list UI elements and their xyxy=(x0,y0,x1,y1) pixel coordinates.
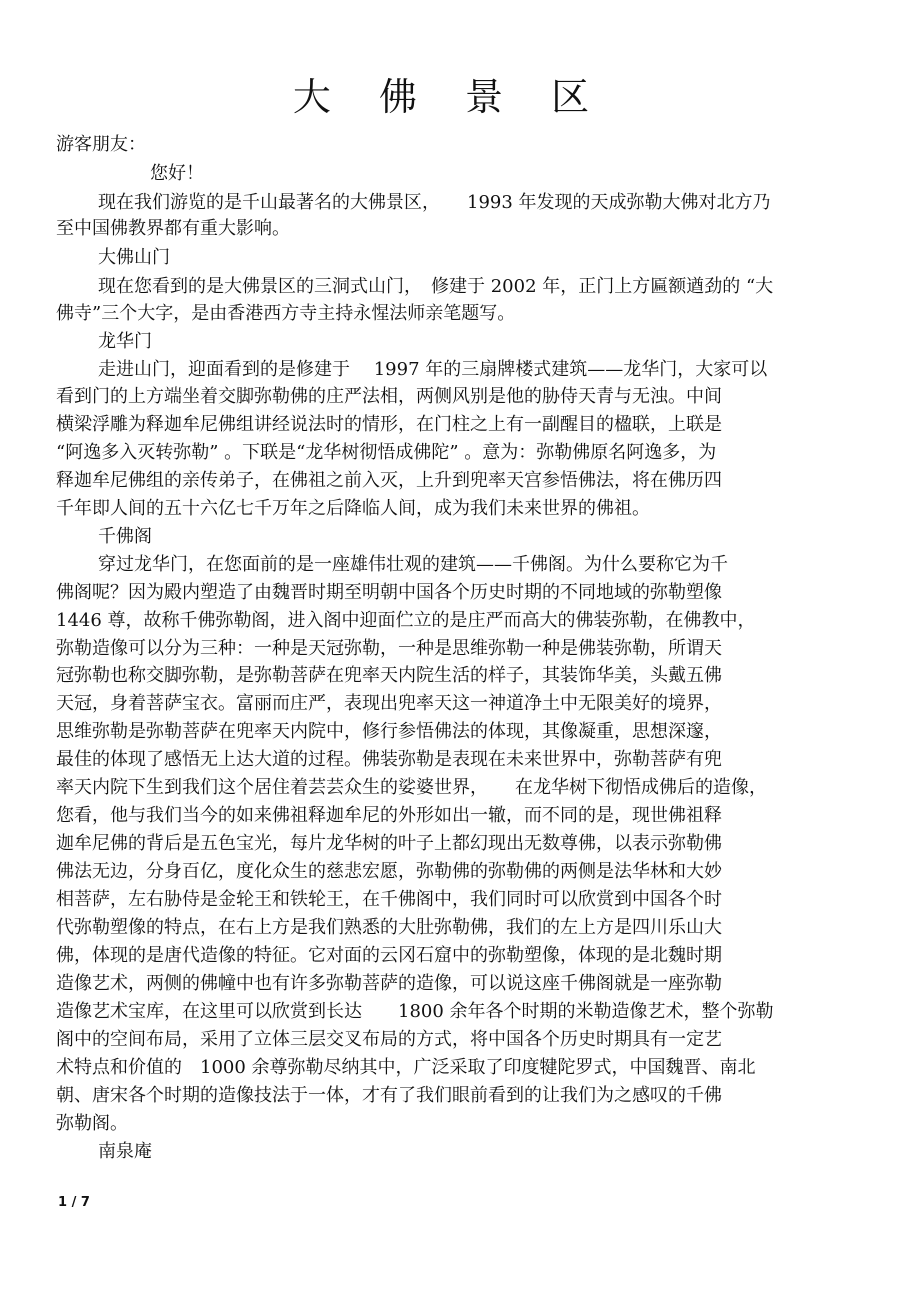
text-line: 阁中的空间布局，采用了立体三层交叉布局的方式，将中国各个历史时期具有一定艺 xyxy=(56,1029,722,1050)
text-line: 朝、唐宋各个时期的造像技法于一体，才有了我们眼前看到的让我们为之感叹的千佛 xyxy=(56,1085,722,1106)
text-line: 天冠，身着菩萨宝衣。富丽而庄严，表现出兜率天这一神道净土中无限美好的境界， xyxy=(56,693,722,714)
text-line: 佛，体现的是唐代造像的特征。它对面的云冈石窟中的弥勒塑像，体现的是北魏时期 xyxy=(56,945,722,966)
text-line: 代弥勒塑像的特点，在右上方是我们熟悉的大肚弥勒佛，我们的左上方是四川乐山大 xyxy=(56,917,722,938)
text-line: 佛阁呢？因为殿内塑造了由魏晋时期至明朝中国各个历史时期的不同地域的弥勒塑像 xyxy=(56,582,722,603)
text-line: 现在您看到的是大佛景区的三洞式山门， 修建于 2002 年，正门上方匾额遒劲的 “大 xyxy=(98,276,774,297)
text-line: 造像艺术，两侧的佛幢中也有许多弥勒菩萨的造像，可以说这座千佛阁就是一座弥勒 xyxy=(56,973,722,994)
text-line: 相菩萨，左右胁侍是金轮王和铁轮王，在千佛阁中，我们同时可以欣赏到中国各个时 xyxy=(56,889,722,910)
text-line: 走进山门，迎面看到的是修建于 1997 年的三扇牌楼式建筑——龙华门，大家可以 xyxy=(98,359,768,380)
document-title: 大 佛 景 区 xyxy=(292,75,608,119)
text-line: 弥勒阁。 xyxy=(56,1113,128,1134)
text-line: 1446 尊，故称千佛弥勒阁，进入阁中迎面伫立的是庄严而高大的佛装弥勒，在佛教中， xyxy=(56,610,756,631)
page-number: 1 / 7 xyxy=(58,1195,90,1210)
text-line: 造像艺术宝库，在这里可以欣赏到长达 1800 余年各个时期的米勒造像艺术，整个弥勒 xyxy=(56,1001,774,1022)
text-line: 释迦牟尼佛组的亲传弟子，在佛祖之前入灭，上升到兜率天宫参悟佛法，将在佛历四 xyxy=(56,470,722,491)
text-line: 弥勒造像可以分为三种：一种是天冠弥勒，一种是思维弥勒一种是佛装弥勒，所谓天 xyxy=(56,638,722,659)
section-heading: 大佛山门 xyxy=(98,247,170,268)
text-line: 佛寺”三个大字，是由香港西方寺主持永惺法师亲笔题写。 xyxy=(56,303,516,324)
text-line: 率天内院下生到我们这个居住着芸芸众生的娑婆世界， 在龙华树下彻悟成佛后的造像， xyxy=(56,777,767,798)
text-line: 千年即人间的五十六亿七千万年之后降临人间，成为我们未来世界的佛祖。 xyxy=(56,498,650,519)
text-line: 游客朋友： xyxy=(56,134,146,155)
text-line: 术特点和价值的 1000 余尊弥勒尽纳其中，广泛采取了印度犍陀罗式，中国魏晋、南北 xyxy=(56,1057,756,1078)
text-line: 冠弥勒也称交脚弥勒，是弥勒菩萨在兜率天内院生活的样子，其装饰华美，头戴五佛 xyxy=(56,665,722,686)
text-line: “阿逸多入灭转弥勒” 。下联是“龙华树彻悟成佛陀” 。意为：弥勒佛原名阿逸多，为 xyxy=(56,442,717,463)
text-line: 最佳的体现了感悟无上达大道的过程。佛装弥勒是表现在未来世界中，弥勒菩萨有兜 xyxy=(56,749,722,770)
text-line: 您好！ xyxy=(150,163,204,184)
text-line: 现在我们游览的是千山最著名的大佛景区， 1993 年发现的天成弥勒大佛对北方乃 xyxy=(98,192,771,213)
text-line: 穿过龙华门，在您面前的是一座雄伟壮观的建筑——千佛阁。为什么要称它为千 xyxy=(98,554,728,575)
text-line: 思维弥勒是弥勒菩萨在兜率天内院中，修行参悟佛法的体现，其像凝重，思想深邃， xyxy=(56,721,722,742)
text-line: 横梁浮雕为释迦牟尼佛组讲经说法时的情形，在门柱之上有一副醒目的楹联，上联是 xyxy=(56,414,722,435)
section-heading: 南泉庵 xyxy=(98,1141,152,1162)
text-line: 佛法无边，分身百亿，度化众生的慈悲宏愿，弥勒佛的弥勒佛的两侧是法华林和大妙 xyxy=(56,861,722,882)
section-heading: 千佛阁 xyxy=(98,526,152,547)
text-line: 您看，他与我们当今的如来佛祖释迦牟尼的外形如出一辙，而不同的是，现世佛祖释 xyxy=(56,805,722,826)
text-line: 看到门的上方端坐着交脚弥勒佛的庄严法相，两侧风别是他的胁侍天青与无浊。中间 xyxy=(56,386,722,407)
text-line: 迦牟尼佛的背后是五色宝光，每片龙华树的叶子上都幻现出无数尊佛，以表示弥勒佛 xyxy=(56,833,722,854)
section-heading: 龙华门 xyxy=(98,331,152,352)
text-line: 至中国佛教界都有重大影响。 xyxy=(56,218,290,239)
